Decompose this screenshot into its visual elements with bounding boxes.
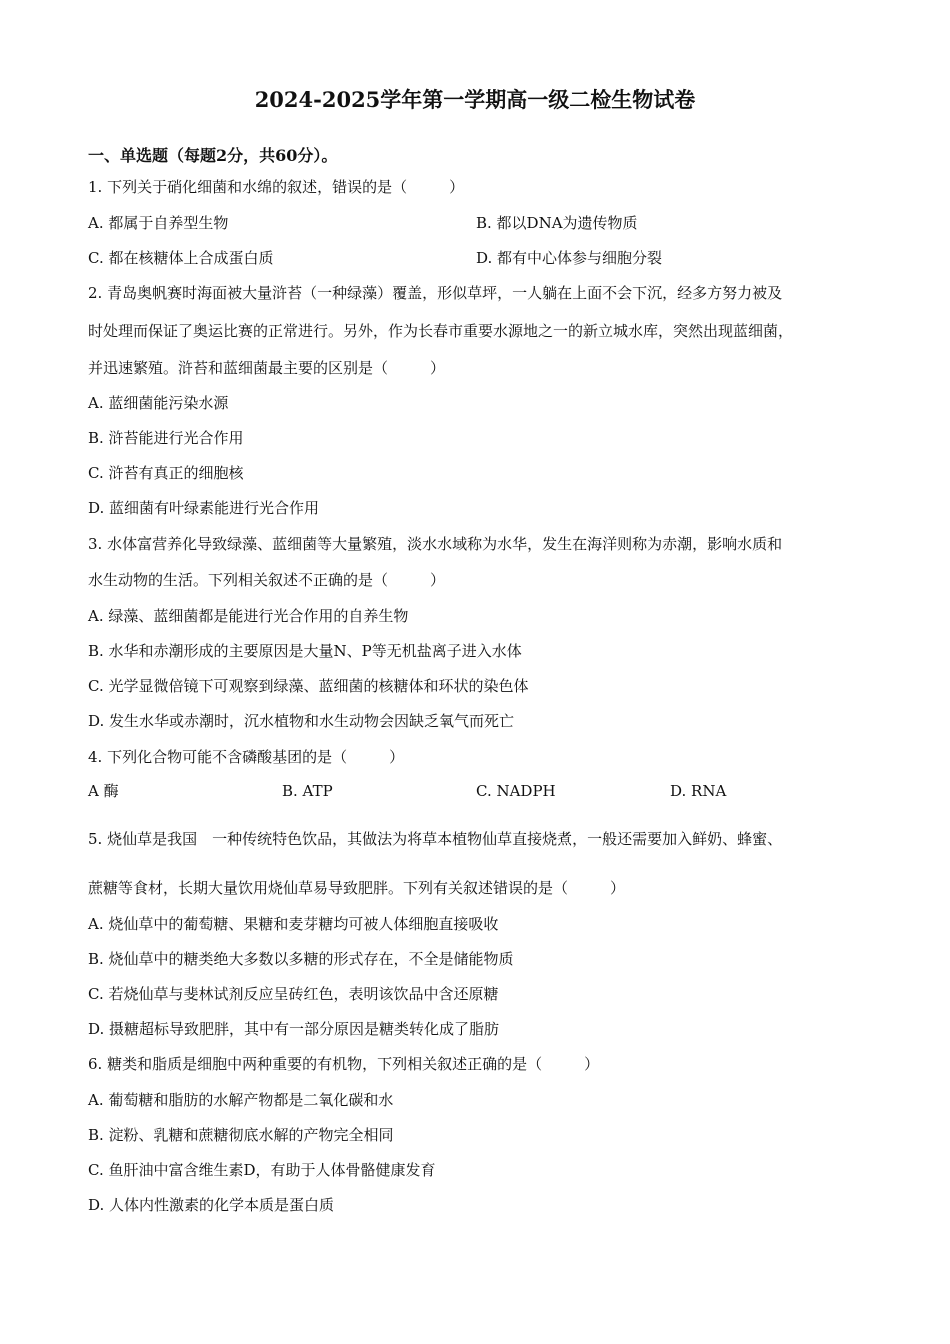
question-3-option-a: A. 绿藻、蓝细菌都是能进行光合作用的自养生物 (88, 607, 409, 625)
question-1-option-d: D. 都有中心体参与细胞分裂 (476, 249, 663, 267)
question-3-stem-line-1: 3. 水体富营养化导致绿藻、蓝细菌等大量繁殖，淡水水域称为水华，发生在海洋则称为赤潮，影响水质和 (88, 535, 783, 553)
question-5-option-d: D. 摄糖超标导致肥胖，其中有一部分原因是糖类转化成了脂肪 (88, 1020, 500, 1038)
question-5-option-b: B. 烧仙草中的糖类绝大多数以多糖的形式存在，不全是储能物质 (88, 950, 514, 968)
question-2-option-d: D. 蓝细菌有叶绿素能进行光合作用 (88, 499, 320, 517)
question-4-option-c: C. NADPH (476, 782, 556, 800)
question-1-option-b: B. 都以DNA为遗传物质 (476, 214, 638, 232)
question-3-stem-line-2: 水生动物的生活。下列相关叙述不正确的是（ ） (88, 571, 446, 589)
question-6-stem: 6. 糖类和脂质是细胞中两种重要的有机物，下列相关叙述正确的是（ ） (88, 1055, 600, 1073)
question-4-option-b: B. ATP (282, 782, 333, 800)
question-2-stem-line-2: 时处理而保证了奥运比赛的正常进行。另外，作为长春市重要水源地之一的新立城水库，突然出现蓝细菌， (88, 322, 794, 340)
question-3-option-b: B. 水华和赤潮形成的主要原因是大量N、P等无机盐离子进入水体 (88, 642, 522, 660)
question-5-option-a: A. 烧仙草中的葡萄糖、果糖和麦芽糖均可被人体细胞直接吸收 (88, 915, 499, 933)
question-5-stem-line-2: 蔗糖等食材，长期大量饮用烧仙草易导致肥胖。下列有关叙述错误的是（ ） (88, 879, 626, 897)
question-4-option-d: D. RNA (670, 782, 727, 800)
question-1-option-a: A. 都属于自养型生物 (88, 214, 229, 232)
question-3-option-d: D. 发生水华或赤潮时，沉水植物和水生动物会因缺乏氧气而死亡 (88, 712, 515, 730)
section-heading: 一、单选题（每题2分，共60分）。 (88, 146, 338, 165)
question-4-stem: 4. 下列化合物可能不含磷酸基团的是（ ） (88, 748, 405, 766)
question-6-option-c: C. 鱼肝油中富含维生素D，有助于人体骨骼健康发育 (88, 1161, 436, 1179)
question-2-option-a: A. 蓝细菌能污染水源 (88, 394, 229, 412)
question-1-option-c: C. 都在核糖体上合成蛋白质 (88, 249, 274, 267)
question-2-stem-line-3: 并迅速繁殖。浒苔和蓝细菌最主要的区别是（ ） (88, 359, 446, 377)
question-2-stem-line-1: 2. 青岛奥帆赛时海面被大量浒苔（一种绿藻）覆盖，形似草坪，一人躺在上面不会下沉，经多方努力被及 (88, 284, 783, 302)
question-3-option-c: C. 光学显微倍镜下可观察到绿藻、蓝细菌的核糖体和环状的染色体 (88, 677, 529, 695)
question-6-option-b: B. 淀粉、乳糖和蔗糖彻底水解的产物完全相同 (88, 1126, 394, 1144)
question-2-option-c: C. 浒苔有真正的细胞核 (88, 464, 244, 482)
question-1-stem: 1. 下列关于硝化细菌和水绵的叙述，错误的是（ ） (88, 178, 465, 196)
question-5-stem-line-1: 5. 烧仙草是我国 一种传统特色饮品，其做法为将草本植物仙草直接烧煮，一般还需要加入鲜奶、蜂蜜、 (88, 830, 783, 848)
exam-title: 2024-2025学年第一学期高一级二检生物试卷 (254, 87, 696, 112)
question-4-option-a: A 酶 (88, 782, 119, 800)
question-5-option-c: C. 若烧仙草与斐林试剂反应呈砖红色，表明该饮品中含还原糖 (88, 985, 499, 1003)
question-2-option-b: B. 浒苔能进行光合作用 (88, 429, 244, 447)
question-6-option-a: A. 葡萄糖和脂肪的水解产物都是二氧化碳和水 (88, 1091, 394, 1109)
question-6-option-d: D. 人体内性激素的化学本质是蛋白质 (88, 1196, 335, 1214)
